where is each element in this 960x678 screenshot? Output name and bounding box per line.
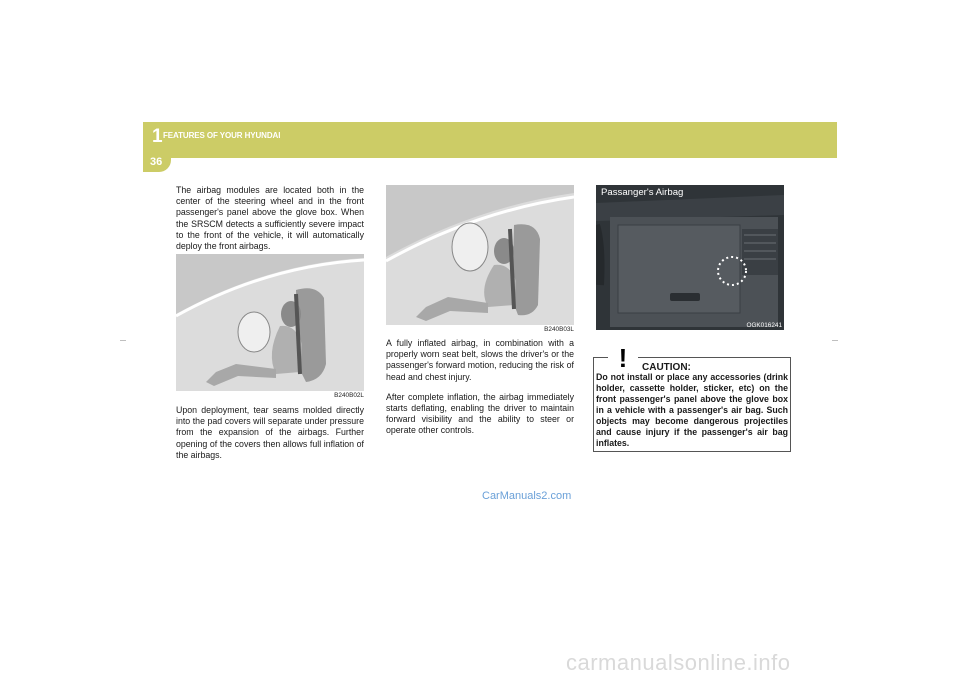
caution-box — [593, 343, 791, 452]
chapter-title: FEATURES OF YOUR HYUNDAI — [163, 131, 281, 140]
column-1-intro — [176, 185, 364, 261]
column-1-continued — [176, 405, 364, 470]
airbag-illustration-1 — [176, 254, 364, 391]
column-2-text — [386, 338, 574, 446]
figure-code-b240b03l: B240B03L — [544, 326, 574, 333]
caution-title: CAUTION: — [642, 362, 691, 373]
column-2-paragraph-1: A fully inflated airbag, in combination with a properly worn seat belt, slows the driver's or the passenger's forward motion, reducing the risk of head and chest injury. — [386, 338, 574, 382]
chapter-number: 1 — [152, 126, 163, 147]
column-1-paragraph-2: Upon deployment, tear seams molded directly into the pad covers will separate under pressure from the expansion of the airbags. Further opening of the covers then allows full inflation of the airbags. — [176, 405, 364, 460]
figure-airbag-inflated — [386, 185, 574, 325]
header-band — [143, 122, 837, 158]
photo-label: Passanger's Airbag — [601, 187, 684, 198]
page-number: 36 — [150, 156, 163, 168]
footer-site-watermark: carmanualsonline.info — [566, 650, 791, 675]
crop-mark-right — [832, 340, 838, 341]
column-2-paragraph-2: After complete inflation, the airbag immediately starts deflating, enabling the driver to maintain forward visibility and the ability to steer or operate other controls. — [386, 391, 574, 436]
photo-passenger-airbag — [596, 185, 784, 330]
figure-airbag-deploy-passenger — [176, 254, 364, 391]
column-1-paragraph-1: The airbag modules are located both in the center of the steering wheel and in the front passenger's panel above the glove box. When the SRSCM detects a sufficiently severe impact to the front of the vehicle, it will automatically deploy the front airbags. — [176, 185, 364, 252]
dashboard-photo — [596, 185, 784, 330]
caution-text: Do not install or place any accessories (drink holder, cassette holder, sticker, etc) on the front passenger's panel above the glove box in a vehicle with a passenger's air bag. Such objects may become dangerous projectiles and cause injury if the passenger's air bag inflates. — [596, 372, 788, 448]
photo-code: OGK016241 — [746, 322, 782, 329]
airbag-illustration-2 — [386, 185, 574, 325]
figure-code-b240b02l: B240B02L — [334, 392, 364, 399]
watermark-link[interactable]: CarManuals2.com — [482, 490, 572, 502]
svg-text:!: ! — [618, 343, 628, 372]
exclamation-icon — [608, 342, 638, 372]
crop-mark-left — [120, 340, 126, 341]
